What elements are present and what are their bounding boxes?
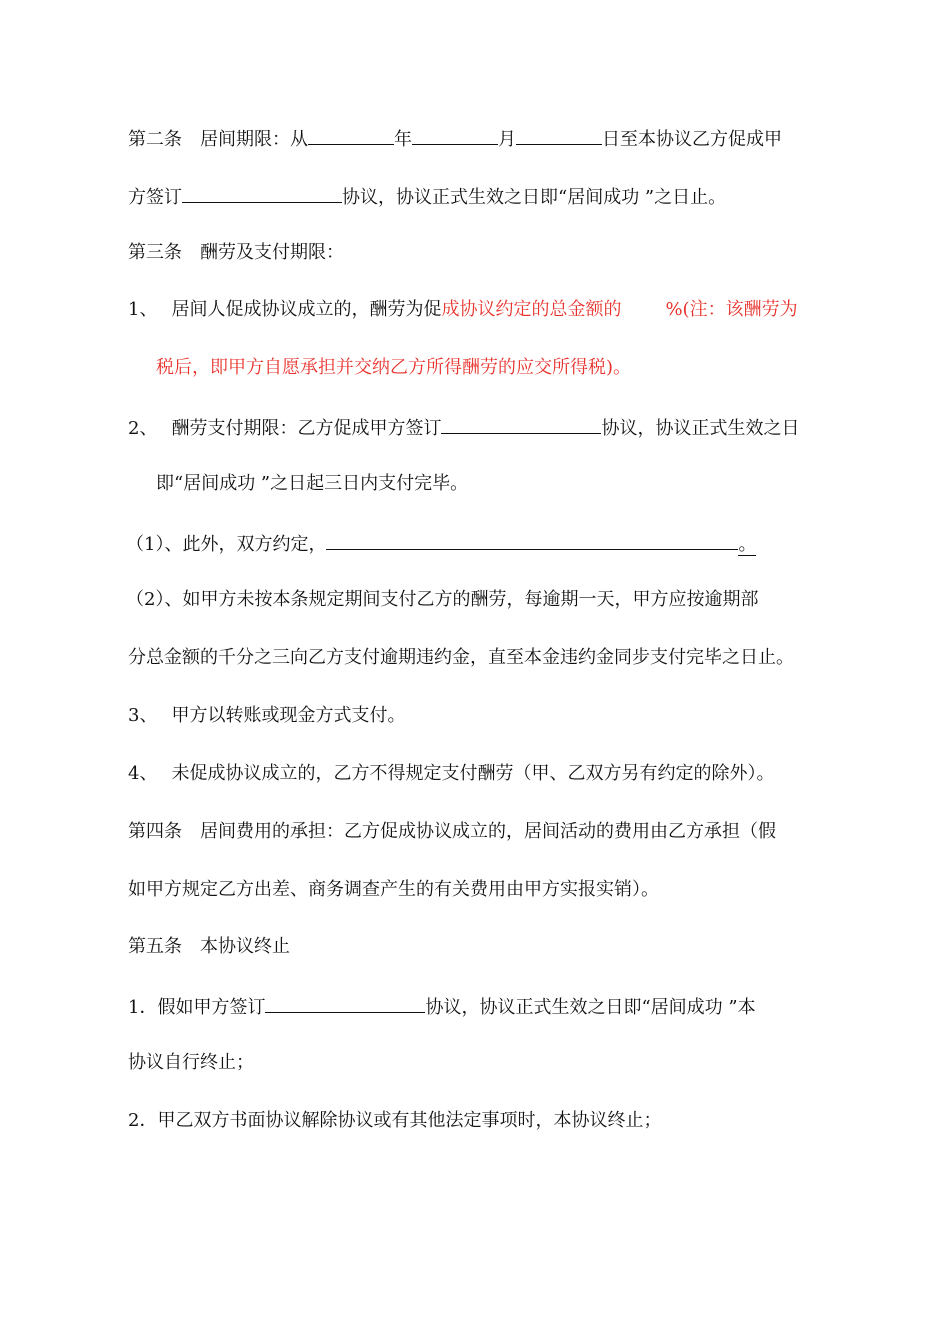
year-label: 年 [394, 129, 412, 150]
article5-item1-line2: 协议自行终止； [128, 1052, 254, 1073]
article3-item2-line2 [156, 471, 468, 497]
item2-tail: 协议，协议正式生效之日 [601, 418, 800, 439]
blank-other-agreement [326, 529, 738, 550]
article2-term-label: 第二条 居间期限：从 [128, 129, 308, 150]
article5-item1-tail: 协议，协议正式生效之日即“居间成功 ”本 [425, 997, 756, 1018]
item4-text: 未促成协议成立的，乙方不得规定支付酬劳（甲、乙双方另有约定的除外）。 [171, 763, 775, 784]
item-number: 1、 [128, 299, 158, 320]
blank-agreement-name [182, 182, 342, 203]
article4-line1: 第四条 居间费用的承担：乙方促成协议成立的，居间活动的费用由乙方承担（假 [128, 821, 776, 842]
article2-line1-tail: 日至本协议乙方促成甲 [602, 129, 782, 150]
article3-item1-line2 [156, 355, 631, 381]
article5-item1-text: 1．假如甲方签订 [128, 997, 266, 1018]
item1-highlight-tail: %(注：该酬劳为 [665, 299, 798, 320]
blank-year [308, 124, 394, 145]
article3-item3 [128, 703, 405, 729]
article3-item1-line1 [128, 297, 798, 323]
article2-line1 [128, 124, 782, 150]
blank-agreement-name [441, 413, 601, 434]
blank-day [516, 124, 602, 145]
article2-line2 [128, 182, 726, 208]
item3-text: 甲方以转账或现金方式支付。 [171, 705, 406, 726]
item1-text: 居间人促成协议成立的，酬劳为促 [171, 299, 442, 320]
article2-line2-tail: 协议，协议正式生效之日即“居间成功 ”之日止。 [342, 187, 727, 208]
month-label: 月 [498, 129, 516, 150]
item2-line2: 即“居间成功 ”之日起三日内支付完毕。 [156, 473, 469, 494]
article3-sub2-line2: 分总金额的千分之三向乙方支付逾期违约金，直至本金违约金同步支付完毕之日止。 [128, 647, 794, 668]
article3-sub1 [126, 529, 756, 555]
article2-line2-head: 方签订 [128, 187, 182, 208]
article3-item2-line1 [128, 413, 799, 439]
sub1-period: 。 [738, 534, 757, 555]
blank-month [412, 124, 498, 145]
item1-highlight-line2: 税后，即甲方自愿承担并交纳乙方所得酬劳的应交所得税)。 [156, 357, 632, 378]
article5-title: 第五条 本协议终止 [128, 936, 290, 957]
article5-item1-line1 [128, 992, 756, 1018]
article3-sub2-line1: （2）、如甲方未按本条规定期间支付乙方的酬劳，每逾期一天，甲方应按逾期部 [126, 589, 759, 610]
item-number: 3、 [128, 705, 158, 726]
item-number: 4、 [128, 763, 158, 784]
sub1-text: （1）、此外，双方约定， [126, 534, 327, 555]
article4-line2: 如甲方规定乙方出差、商务调查产生的有关费用由甲方实报实销）。 [128, 879, 659, 900]
blank-agreement-name [265, 992, 425, 1013]
article3-item4 [128, 761, 774, 787]
item1-highlight: 成协议约定的总金额的 [441, 299, 622, 320]
item2-text: 酬劳支付期限：乙方促成甲方签订 [171, 418, 442, 439]
article5-item2: 2．甲乙双方书面协议解除协议或有其他法定事项时，本协议终止； [128, 1110, 662, 1131]
item-number: 2、 [128, 418, 158, 439]
article3-title: 第三条 酬劳及支付期限： [128, 242, 344, 263]
